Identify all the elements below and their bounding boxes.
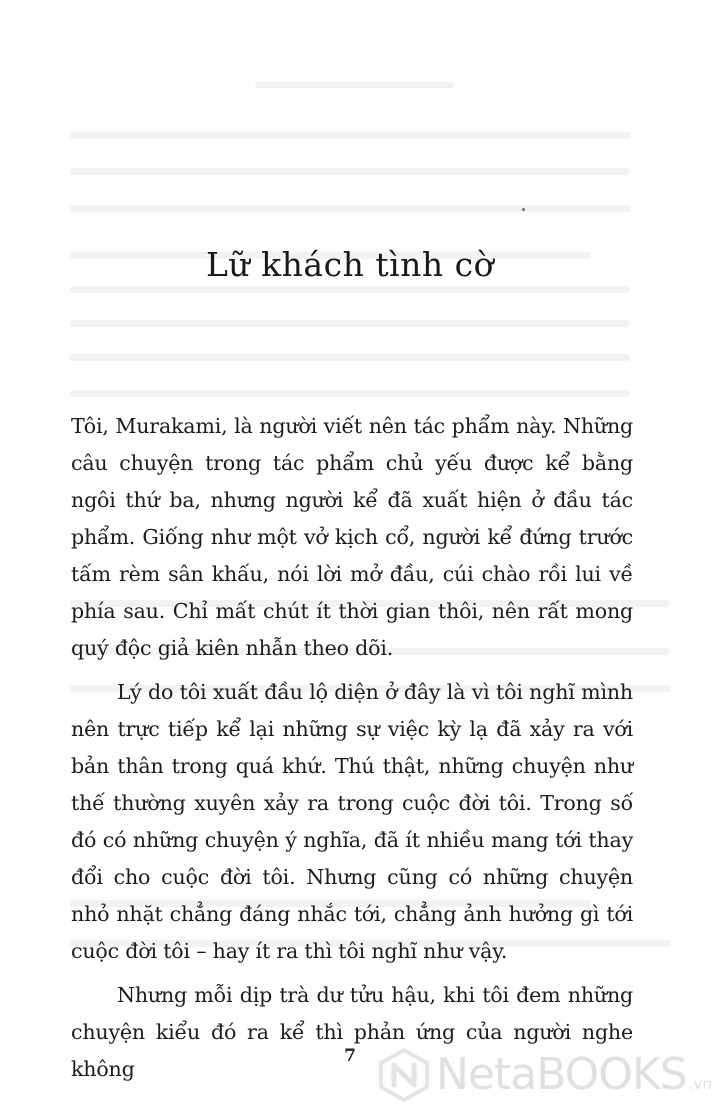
- netabooks-logo-icon: [376, 1047, 432, 1103]
- watermark-brand: NetaBOOKS: [436, 1049, 687, 1100]
- ink-dot: [522, 208, 525, 211]
- body-text: [71, 408, 633, 1088]
- paragraph: Nhưng mỗi dịp trà dư tửu hậu, khi tôi đem những chuyện kiểu đó ra kể thì phản ứng của người nghe không: [71, 983, 633, 1081]
- page-number: 7: [344, 1046, 356, 1066]
- watermark-tld: .vn: [688, 1075, 712, 1093]
- chapter-title: Lữ khách tình cờ: [206, 245, 494, 284]
- watermark: [376, 1043, 712, 1107]
- paragraph: Lý do tôi xuất đầu lộ diện ở đây là vì tôi nghĩ mình nên trực tiếp kể lại những sự việc kỳ lạ đã xảy ra với bản thân trong quá khứ. Thú thật, những chuyện như thế thường xuyên xảy ra trong cuộc đời tôi. Trong số đó có những chuyện ý nghĩa, đã ít nhiều mang tới thay đổi cho cuộc đời tôi. Nhưng cũng có những chuyện nhỏ nhặt chẳng đáng nhắc tới, chẳng ảnh hưởng gì tới cuộc đời tôi – hay ít ra thì tôi nghĩ như vậy.: [71, 680, 633, 963]
- paragraph: Tôi, Murakami, là người viết nên tác phẩm này. Những câu chuyện trong tác phẩm chủ yếu được kể bằng ngôi thứ ba, nhưng người kể đã xuất hiện ở đầu tác phẩm. Giống như một vở kịch cổ, người kể đứng trước tấm rèm sân khấu, nói lời mở đầu, cúi chào rồi lui về phía sau. Chỉ mất chút ít thời gian thôi, nên rất mong quý độc giả kiên nhẫn theo dõi.: [71, 414, 633, 660]
